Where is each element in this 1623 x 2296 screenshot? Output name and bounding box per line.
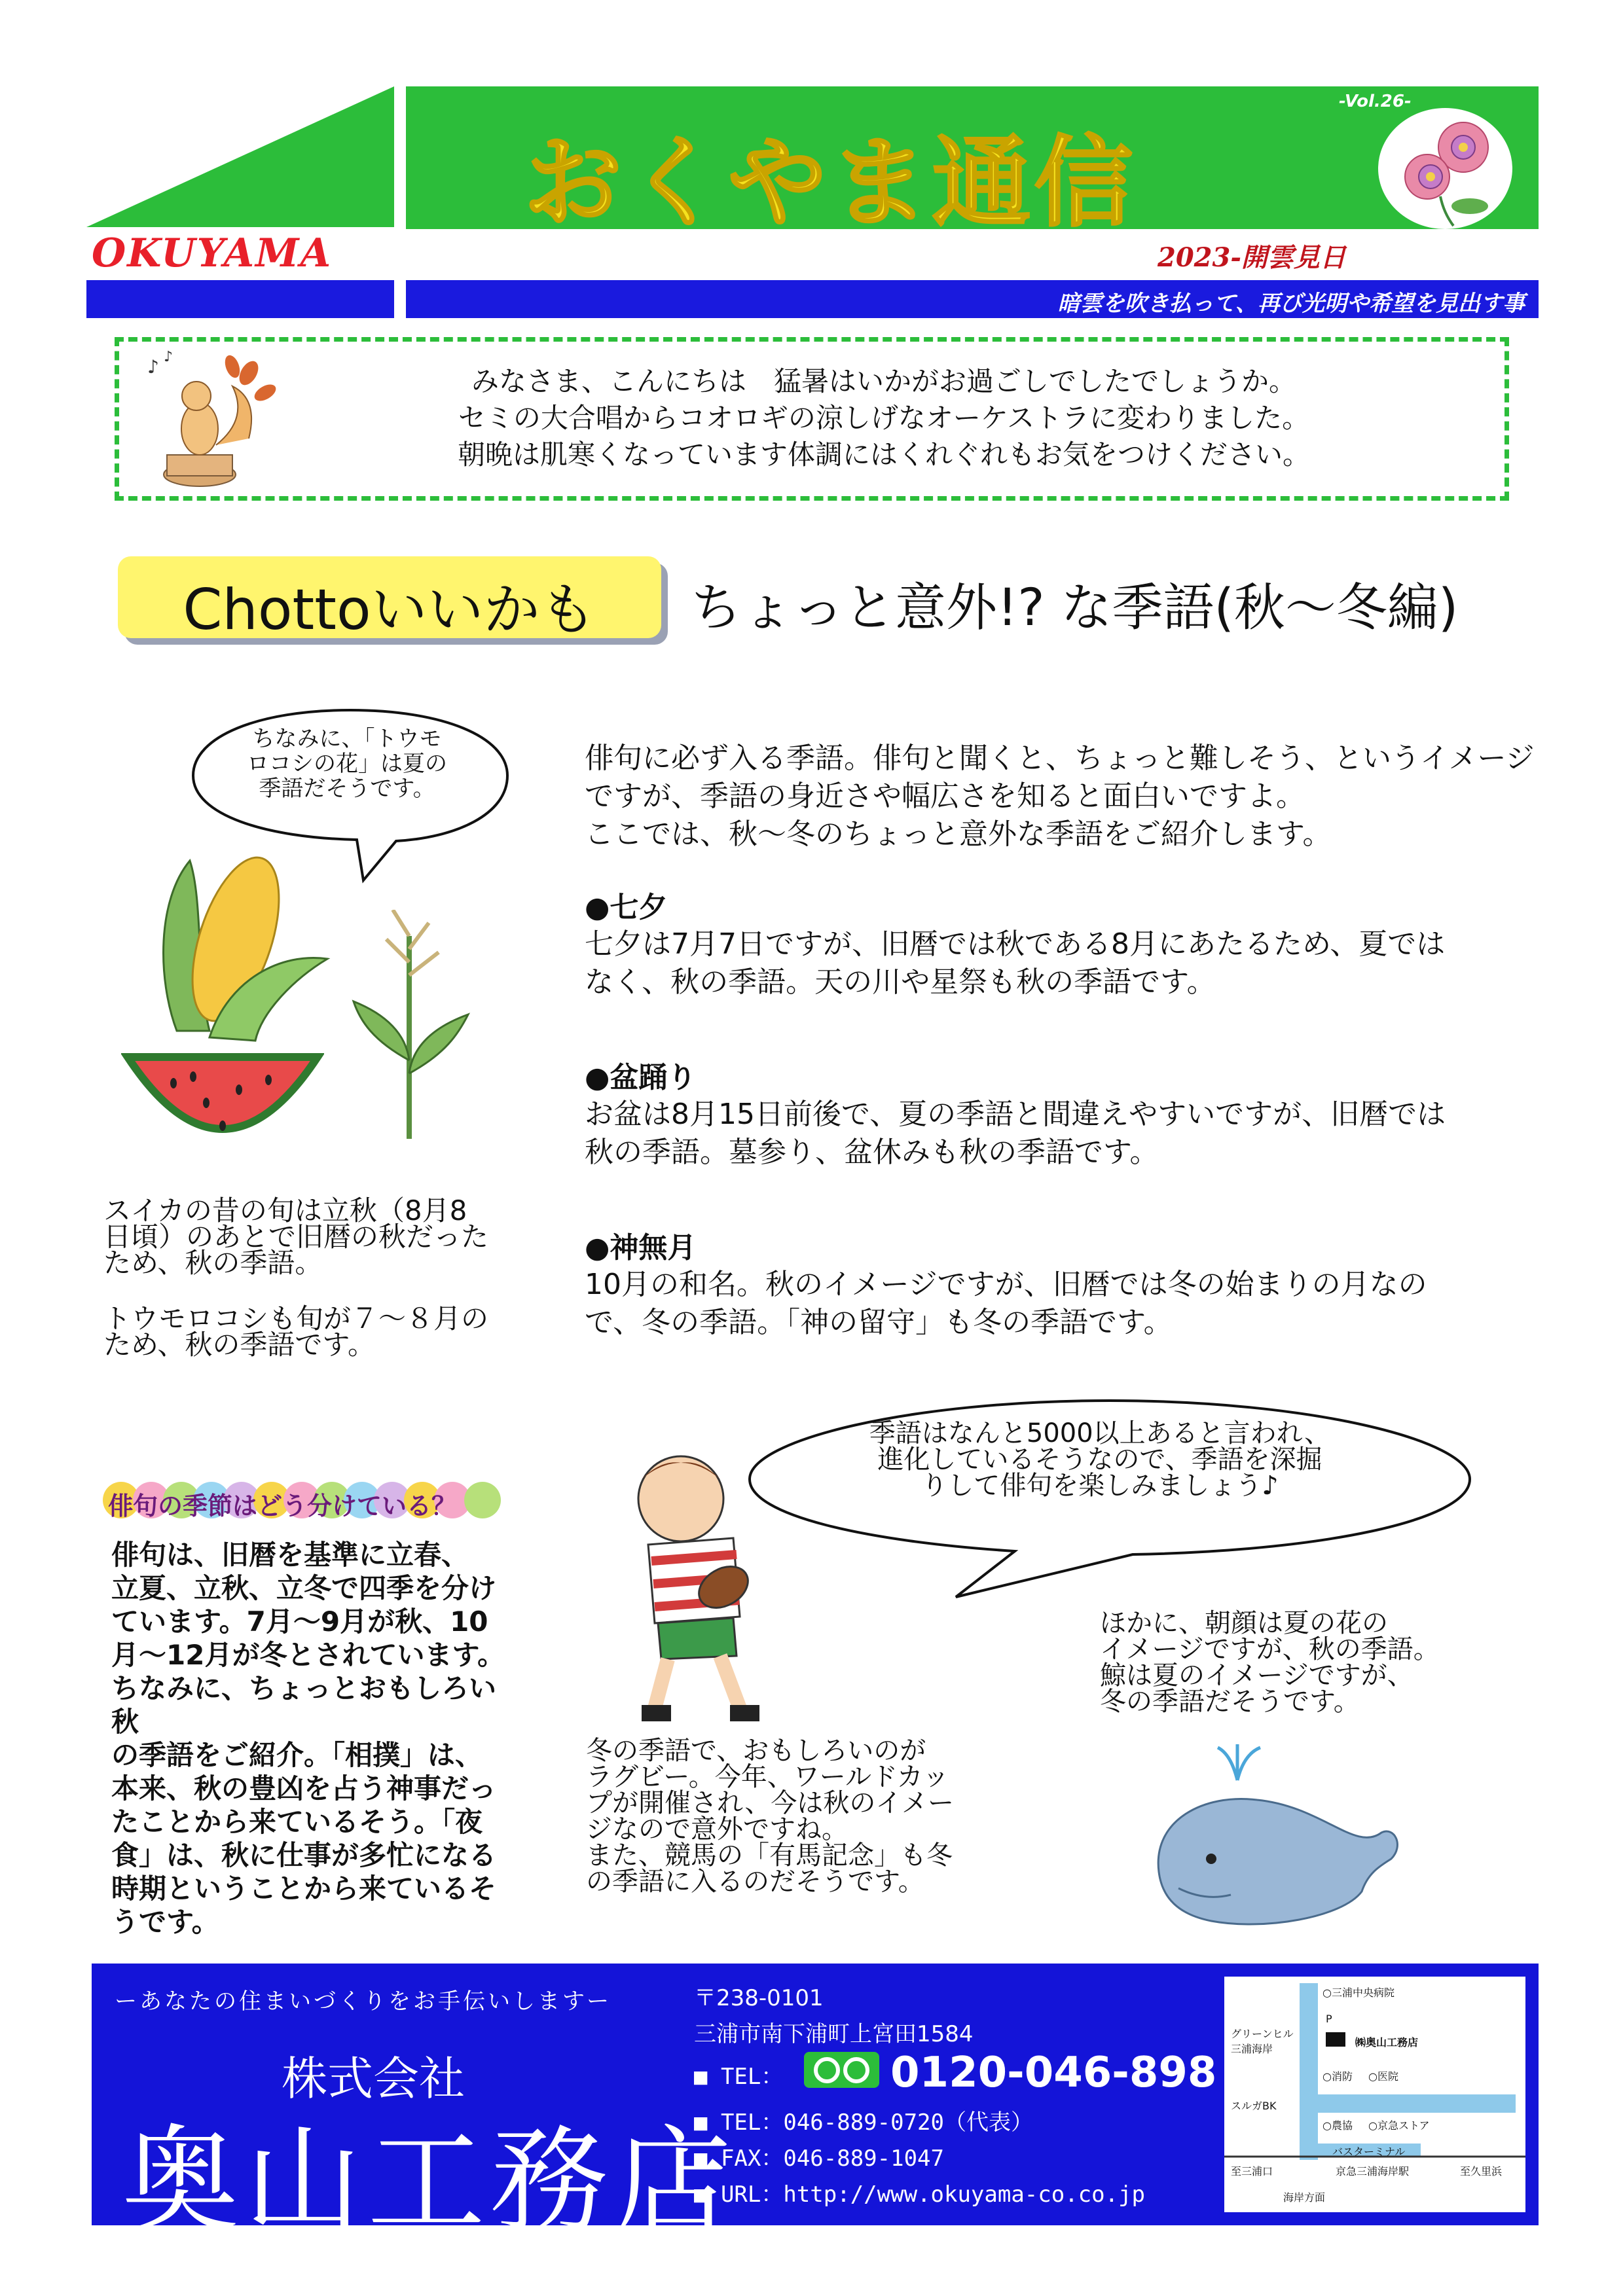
greeting-line: 朝晩は肌寒くなっています体調にはくれぐれもお気をつけください。 bbox=[457, 439, 1310, 471]
company-address: 三浦市南下浦町上宮田1584 bbox=[694, 2021, 974, 2047]
caption-line: トウモロコシも旬が７～８月の bbox=[103, 1302, 489, 1335]
caption-line: ラグビー。今年、ワールドカッ bbox=[586, 1762, 949, 1792]
svg-text:♪: ♪ bbox=[164, 349, 173, 365]
item-line: 秋の季語。墓参り、盆休みも秋の季語です。 bbox=[585, 1136, 1159, 1169]
item-line: で、冬の季語。「神の留守」も冬の季語です。 bbox=[585, 1306, 1173, 1339]
item-bonodori bbox=[585, 1054, 1547, 1172]
newsletter-title: おくやま通信 bbox=[524, 126, 1137, 240]
map-label: バスターミナル bbox=[1332, 2145, 1406, 2158]
watermelon-icon bbox=[121, 1050, 324, 1168]
company-name: 奥山工務店 bbox=[121, 2114, 737, 2251]
map-label: 海岸方面 bbox=[1283, 2191, 1326, 2204]
location-map bbox=[1224, 1977, 1525, 2212]
free-dial-icon bbox=[804, 2052, 879, 2088]
map-label: ○農協 bbox=[1322, 2119, 1353, 2132]
flower-illustration bbox=[1378, 108, 1512, 229]
map-label: ○三浦中央病院 bbox=[1322, 1986, 1395, 1999]
haiku-line: の季語をご紹介。「相撲」は、 bbox=[111, 1739, 483, 1771]
bubble-line: ちなみに、「トウモ bbox=[252, 726, 442, 752]
item-heading: ●盆踊り bbox=[585, 1061, 697, 1094]
greeting-line: みなさま、こんにちは 猛暑はいかがお過ごしでしたでしょうか。 bbox=[471, 365, 1296, 397]
caption-line: ため、秋の季語。 bbox=[103, 1247, 323, 1279]
header-blue-bar-left bbox=[86, 280, 394, 318]
map-label: グリーンヒル三浦海岸 bbox=[1231, 2028, 1294, 2055]
intro-line: ここでは、秋～冬のちょっと意外な季語をご紹介します。 bbox=[585, 817, 1332, 851]
caption-line: の季語に入るのだそうです。 bbox=[586, 1867, 924, 1897]
caption-line: 冬の季語だそうです。 bbox=[1100, 1687, 1360, 1717]
company-type: 株式会社 bbox=[282, 2052, 465, 2106]
haiku-line: ちなみに、ちょっとおもしろい秋 bbox=[111, 1672, 497, 1738]
item-heading: ●神無月 bbox=[585, 1231, 697, 1265]
haiku-line: 月～12月が冬とされています。 bbox=[111, 1639, 505, 1671]
volume-number: -Vol.26- bbox=[1339, 92, 1412, 111]
header-triangle bbox=[86, 86, 394, 227]
haiku-line: うです。 bbox=[111, 1906, 219, 1938]
caption-line: スイカの昔の旬は立秋（8月8 bbox=[103, 1194, 467, 1227]
website-link[interactable]: ■ URL：http://www.okuyama-co.co.jp bbox=[694, 2181, 1146, 2208]
haiku-line: 俳句は、旧暦を基準に立春、 bbox=[111, 1539, 469, 1571]
postal-code: 〒238-0101 bbox=[694, 1985, 824, 2011]
footer-slogan: ーあなたの住まいづくりをお手伝いしますー bbox=[115, 1988, 611, 2015]
caption-line: ほかに、朝顔は夏の花の bbox=[1100, 1608, 1388, 1638]
telephone[interactable]: ■ TEL：046-889-0720（代表） bbox=[694, 2109, 1033, 2136]
haiku-line: 食」は、秋に仕事が多忙になる bbox=[111, 1839, 497, 1871]
bubble-line: ロコシの花」は夏の bbox=[247, 751, 447, 777]
bubble-line: 進化しているそうなので、季語を深掘 bbox=[877, 1444, 1322, 1475]
map-label: 至三浦口 bbox=[1231, 2165, 1273, 2178]
haiku-line: 立夏、立秋、立冬で四季を分け bbox=[111, 1572, 497, 1604]
caption-line: 日頃）のあとで旧暦の秋だった bbox=[103, 1221, 489, 1253]
rugby-caption bbox=[586, 1738, 992, 1895]
map-label: ○医院 bbox=[1368, 2070, 1398, 2083]
chotto-badge-label: Chottoいいかも bbox=[183, 577, 596, 643]
item-line: なく、秋の季語。天の川や星祭も秋の季語です。 bbox=[585, 965, 1216, 999]
intro-line: ですが、季語の身近さや幅広さを知ると面白いですよ。 bbox=[585, 780, 1305, 813]
haiku-title-circle bbox=[464, 1482, 501, 1518]
caption-line: プが開催され、今は秋のイメー bbox=[586, 1788, 954, 1818]
item-heading: ●七夕 bbox=[585, 891, 668, 924]
bubble-line: りして俳句を楽しみましょう♪ bbox=[921, 1471, 1279, 1501]
free-dial-label: ■ TEL： bbox=[694, 2064, 784, 2090]
bubble-line: 季語はなんと5000以上あると言われ、 bbox=[869, 1418, 1331, 1448]
dahlia-icon bbox=[1378, 108, 1512, 229]
map-label: 至久里浜 bbox=[1460, 2165, 1503, 2178]
bubble-left-text bbox=[216, 726, 478, 801]
caption-line: 鯨は夏のイメージですが、 bbox=[1100, 1660, 1413, 1691]
haiku-line: 本来、秋の豊凶を占う神事だっ bbox=[111, 1772, 497, 1804]
greeting-text bbox=[327, 363, 1440, 473]
caption-line: ジなので意外ですね。 bbox=[586, 1814, 848, 1844]
haiku-line: ています。7月～9月が秋、10 bbox=[111, 1605, 488, 1638]
item-line: 七夕は7月7日ですが、旧暦では秋である8月にあたるため、夏では bbox=[585, 927, 1446, 961]
caption-line: イメージですが、秋の季語。 bbox=[1100, 1634, 1440, 1664]
greeting-line: セミの大合唱からコオロギの涼しげなオーケストラに変わりました。 bbox=[458, 402, 1310, 434]
header-tagline: 暗雲を吹き払って、再び光明や希望を見出す事 bbox=[1057, 291, 1525, 317]
map-label: ○京急ストア bbox=[1368, 2119, 1430, 2132]
okuyama-logo: OKUYAMA bbox=[92, 230, 333, 276]
bubble-line: 季語だそうです。 bbox=[259, 776, 435, 802]
fax: ■ FAX：046-889-1047 bbox=[694, 2145, 944, 2172]
map-label: 京急三浦海岸駅 bbox=[1336, 2165, 1410, 2178]
caption-line: 冬の季語で、おもしろいのが bbox=[586, 1736, 926, 1766]
map-label: ○消防 bbox=[1322, 2070, 1353, 2083]
haiku-title: 俳句の季節はどう分けている？ bbox=[108, 1492, 457, 1520]
intro-text bbox=[585, 740, 1554, 853]
corn-icon bbox=[131, 848, 340, 1044]
item-line: お盆は8月15日前後で、夏の季語と間違えやすいですが、旧暦では bbox=[585, 1098, 1446, 1131]
issue-date: 2023-開雲見日 bbox=[1158, 242, 1346, 273]
free-dial-number[interactable]: 0120-046-898 bbox=[890, 2049, 1217, 2097]
svg-text:♪: ♪ bbox=[147, 356, 159, 378]
intro-line: 俳句に必ず入る季語。俳句と聞くと、ちょっと難しそう、というイメージ bbox=[585, 742, 1535, 775]
section-title: ちょっと意外!? な季語(秋〜冬編) bbox=[691, 579, 1459, 637]
map-label: P bbox=[1326, 2013, 1332, 2025]
haiku-line: 時期ということから来ているそ bbox=[111, 1873, 497, 1905]
haiku-body bbox=[111, 1538, 517, 1939]
asagao-caption bbox=[1100, 1610, 1506, 1715]
item-line: 10月の和名。秋のイメージですが、旧暦では冬の始まりの月なの bbox=[585, 1268, 1427, 1301]
squirrel-violin-icon bbox=[134, 347, 285, 491]
watermelon-caption bbox=[103, 1194, 536, 1279]
item-tanabata bbox=[585, 884, 1547, 1001]
corn-caption bbox=[103, 1302, 536, 1361]
rugby-player-icon bbox=[602, 1446, 799, 1728]
map-label: ㈱奥山工務店 bbox=[1355, 2036, 1419, 2049]
item-kannazuki bbox=[585, 1224, 1547, 1342]
haiku-line: たことから来ているそう。「夜 bbox=[111, 1806, 483, 1838]
whale-icon bbox=[1133, 1741, 1408, 1937]
map-label: スルガBK bbox=[1231, 2100, 1277, 2112]
caption-line: また、競馬の「有馬記念」も冬 bbox=[586, 1840, 953, 1871]
bubble-right-text bbox=[805, 1420, 1395, 1499]
caption-line: ため、秋の季語です。 bbox=[103, 1329, 375, 1361]
corn-plant-icon bbox=[347, 910, 471, 1139]
